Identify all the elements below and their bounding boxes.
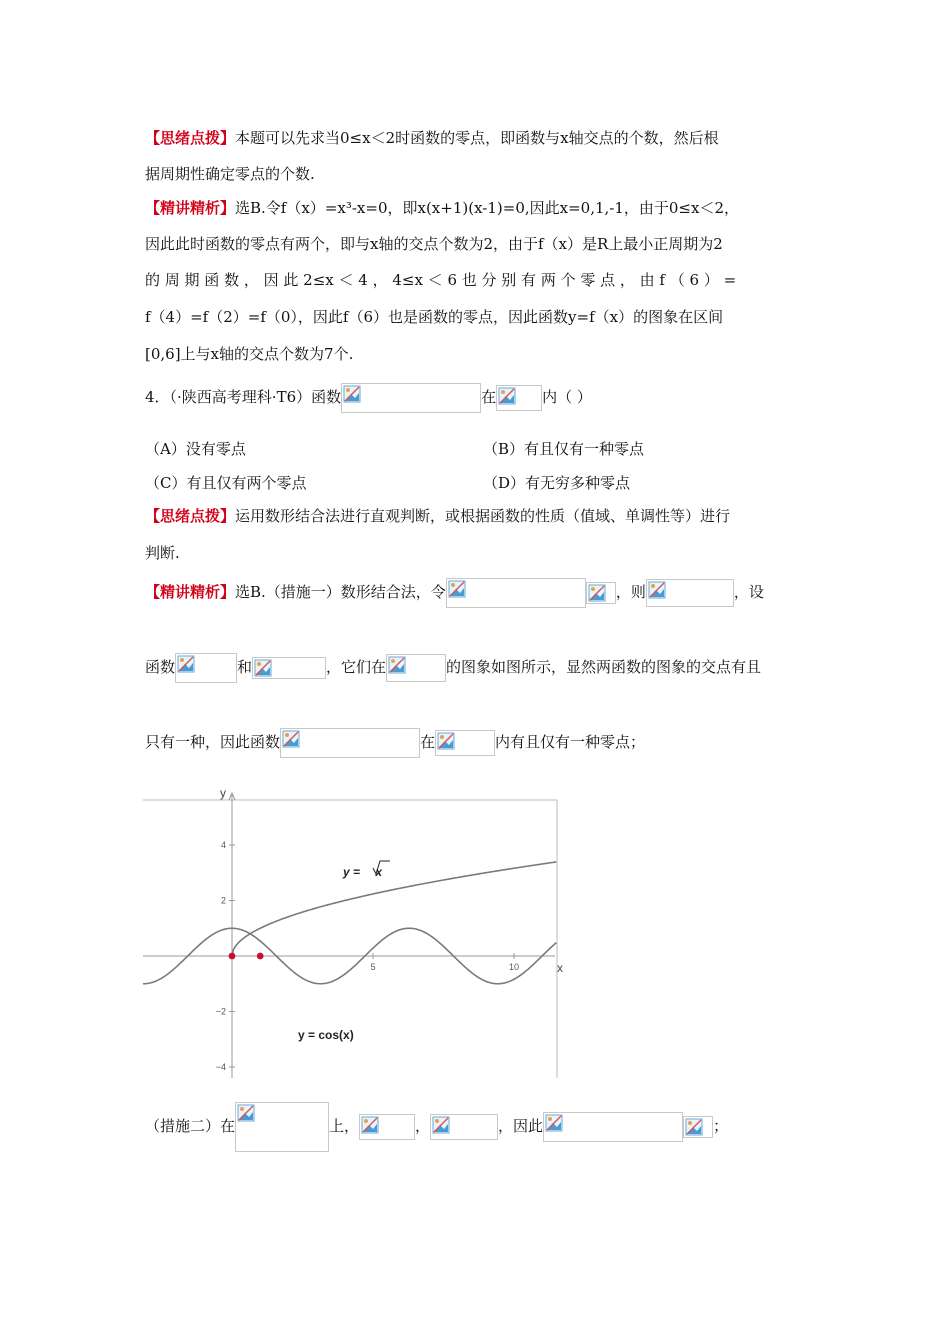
y-axis-label: y <box>220 786 226 800</box>
hint-text: 据周期性确定零点的个数. <box>145 165 315 183</box>
broken-image-icon <box>343 385 361 403</box>
broken-image-icon <box>177 655 195 673</box>
broken-image-icon <box>254 659 272 677</box>
broken-image-icon <box>648 581 666 599</box>
hint-text: 本题可以先求当0≤x＜2时函数的零点，即函数与x轴交点的个数，然后根 <box>235 129 719 147</box>
hint-text: 判断. <box>145 544 180 562</box>
broken-image-icon <box>545 1114 563 1132</box>
formula-image <box>683 1116 713 1138</box>
x-axis-label: x <box>557 961 563 975</box>
sqrt-curve <box>232 862 556 956</box>
hint-paragraph-2-line-2 <box>145 543 807 563</box>
formula-image <box>280 728 420 758</box>
method-2-text: 上， <box>329 1117 360 1135</box>
formula-image <box>646 579 734 607</box>
sqrt-curve-label <box>342 865 383 879</box>
formula-image <box>252 657 326 679</box>
hint-text: 运用数形结合法进行直观判断，或根据函数的性质（值域、单调性等）进行 <box>235 507 731 525</box>
cos-curve-label: y = cos(x) <box>298 1028 354 1042</box>
analysis-2-line-3 <box>145 728 807 758</box>
option-d: （D）有无穷多种零点 <box>483 474 631 492</box>
question-4-line <box>145 383 807 413</box>
analysis-text: 的图象如图所示，显然两函数的图象的交点有且 <box>446 658 762 676</box>
analysis-text: 的 周 期 函 数 ， 因 此 2≤x ＜ 4 ， 4≤x ＜ 6 也 分 别 有 两 个 零 点 ， 由 f （ 6 ） = <box>145 271 737 289</box>
analysis-text: 内有且仅有一种零点； <box>495 733 646 751</box>
hint-tag: 【思绪点拨】 <box>145 129 236 147</box>
broken-image-icon <box>498 387 516 405</box>
formula-image <box>386 654 446 682</box>
method-2-text: ； <box>713 1117 729 1135</box>
analysis-text: 选B.令f（x）=x³-x=0，即x(x+1)(x-1)=0,因此x=0,1,-1，由于0≤x＜2， <box>235 199 740 217</box>
analysis-paragraph-line-3 <box>145 270 807 290</box>
option-b: （B）有且仅有一种零点 <box>483 440 645 458</box>
analysis-text: f（4）=f（2）=f（0），因此f（6）也是函数的零点，因此函数y=f（x）的图象在区间 <box>145 308 724 326</box>
formula-image <box>496 385 542 411</box>
function-graph <box>143 782 563 1080</box>
hint-paragraph-1-line-2 <box>145 164 807 184</box>
formula-image <box>446 578 586 608</box>
hint-paragraph-1-line-1 <box>145 128 807 148</box>
formula-image <box>586 582 616 604</box>
x-tick-label: 5 <box>370 962 376 972</box>
analysis-text: ，设 <box>733 583 764 601</box>
broken-image-icon <box>588 584 606 602</box>
broken-image-icon <box>237 1104 255 1122</box>
analysis-paragraph-line-4 <box>145 307 807 327</box>
hint-paragraph-2-line-1 <box>145 506 807 526</box>
sqrt-label-prefix: y = <box>343 865 364 879</box>
analysis-2-line-2 <box>145 653 807 683</box>
question-4-mid: 在 <box>481 388 497 406</box>
analysis-text: ，则 <box>615 583 646 601</box>
intersection-point <box>229 953 236 960</box>
analysis-tag: 【精讲精析】 <box>145 199 236 217</box>
formula-image <box>543 1112 683 1142</box>
analysis-text: ，它们在 <box>326 658 387 676</box>
broken-image-icon <box>448 580 466 598</box>
y-tick-label: −2 <box>215 1006 226 1017</box>
formula-image <box>235 1102 329 1152</box>
broken-image-icon <box>685 1118 703 1136</box>
option-c: （C）有且仅有两个零点 <box>145 474 307 492</box>
sqrt-label-radicand: x <box>375 865 383 879</box>
broken-image-icon <box>282 730 300 748</box>
formula-image <box>435 730 495 756</box>
broken-image-icon <box>432 1116 450 1134</box>
method-2-line <box>145 1102 807 1152</box>
option-a: （A）没有零点 <box>145 440 246 458</box>
question-4-suffix: 内（ ） <box>542 388 592 406</box>
method-2-text: ，因此 <box>498 1117 544 1135</box>
method-2-text: （措施二）在 <box>145 1117 236 1135</box>
y-tick-label: 4 <box>220 840 226 850</box>
formula-image <box>359 1114 415 1140</box>
broken-image-icon <box>361 1116 379 1134</box>
question-4-prefix: 4．（·陕西高考理科·T6）函数 <box>145 388 342 406</box>
analysis-tag: 【精讲精析】 <box>145 583 236 601</box>
hint-tag: 【思绪点拨】 <box>145 507 236 525</box>
broken-image-icon <box>388 656 406 674</box>
y-tick-label: −4 <box>215 1062 226 1072</box>
analysis-2-line-1 <box>145 578 807 608</box>
intersection-point <box>257 953 264 960</box>
formula-image <box>341 383 481 413</box>
analysis-text: 函数 <box>145 658 176 676</box>
y-tick-label: 2 <box>220 895 226 906</box>
analysis-text: 在 <box>420 733 436 751</box>
analysis-paragraph-line-5 <box>145 344 807 364</box>
method-2-text: ， <box>415 1117 431 1135</box>
analysis-text: [0,6]上与x轴的交点个数为7个. <box>145 345 354 363</box>
analysis-text: 选B.（措施一）数形结合法，令 <box>235 583 446 601</box>
x-tick-label: 10 <box>508 962 520 972</box>
analysis-paragraph-line-2 <box>145 234 807 254</box>
broken-image-icon <box>437 732 455 750</box>
analysis-text: 因此此时函数的零点有两个，即与x轴的交点个数为2，由于f（x）是R上最小正周期为2 <box>145 235 723 253</box>
analysis-text: 和 <box>237 658 253 676</box>
analysis-text: 只有一种，因此函数 <box>145 733 281 751</box>
formula-image <box>175 653 237 683</box>
formula-image <box>430 1114 498 1140</box>
analysis-paragraph-line-1 <box>145 198 807 218</box>
